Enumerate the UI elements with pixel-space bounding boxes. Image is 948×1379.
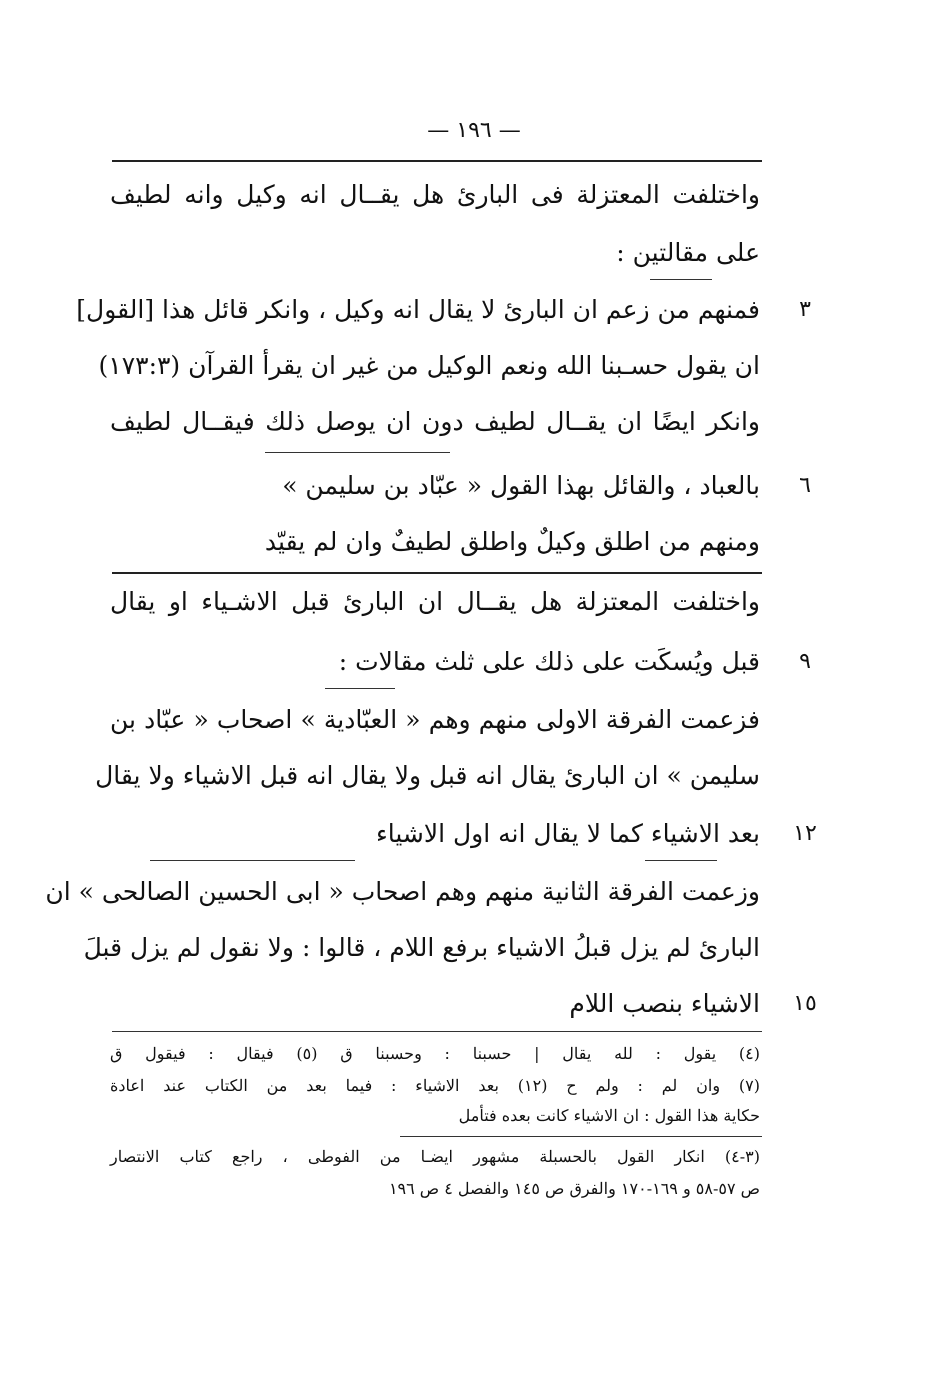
footnote-line: حكاية هذا القول : ان الاشياء كانت بعده فتأمل (458, 1106, 760, 1125)
text-line: ومنهم من اطلق وكيلٌ واطلق لطيفٌ وان لم يقيّد (264, 527, 760, 556)
underline (650, 279, 712, 280)
text-line: واختلفت المعتزلة فى البارئ هل يقــال انه وكيل وانه لطيف (110, 180, 760, 209)
text-line: الاشياء بنصب اللام (569, 989, 760, 1018)
margin-line-number: ٦ (799, 473, 811, 498)
footnote-line: ص ٥٧-٥٨ و ١٦٩-١٧٠ والفرق ص ١٤٥ والفصل ٤ ص ١٩٦ (388, 1179, 760, 1198)
text-line: واختلفت المعتزلة هل يقــال ان البارئ قبل الاشـياء او يقال (110, 587, 760, 616)
text-line: سليمن » ان البارئ يقال انه قبل ولا يقال انه قبل الاشياء ولا يقال (95, 761, 760, 790)
text-line: بالعباد ، والقائل بهذا القول « عبّاد بن سليمن » (282, 471, 760, 500)
page-number: — ١٩٦ — (427, 118, 521, 143)
margin-line-number: ٣ (799, 297, 811, 322)
footnote-line: (٧) وان لم : ولم ح (١٢) بعد الاشياء : فيما بعد من الكتاب عند اعادة (110, 1076, 760, 1095)
text-line: على مقالتين : (616, 238, 760, 267)
footnote-line: (٣-٤) انكار القول بالحسبلة مشهور ايضـا من الفوطى ، راجع كتاب الانتصار (110, 1147, 760, 1166)
underline (150, 860, 355, 861)
text-line: بعد الاشياء كما لا يقال انه اول الاشياء (375, 819, 760, 848)
footnote-separator (400, 1136, 762, 1137)
text-line: البارئ لم يزل قبلُ الاشياء برفع اللام ، قالوا : ولا نقول لم يزل قبلَ (83, 933, 760, 962)
underline (265, 452, 450, 453)
underline (645, 860, 717, 861)
margin-line-number: ١٢ (793, 821, 817, 846)
text-line: وانكر ايضًا ان يقــال لطيف دون ان يوصل ذلك فيقــال لطيف (110, 407, 760, 436)
margin-line-number: ٩ (799, 649, 811, 674)
text-line: ان يقول حسـبنا الله ونعم الوكيل من غير ان يقرأ القرآن (١٧٣:٣) (98, 351, 760, 380)
text-line: قبل ويُسكَت على ذلك على ثلث مقالات : (338, 647, 760, 676)
margin-line-number: ١٥ (793, 991, 817, 1016)
top-rule (112, 160, 762, 162)
footnote-line: (٤) يقول : لله يقال | حسبنا : وحسبنا ق (٥) فيقال : فيقول ق (110, 1044, 761, 1063)
text-line: فمنهم من زعم ان البارئ لا يقال انه وكيل ، وانكر قائل هذا [القول] (76, 295, 760, 324)
text-line: وزعمت الفرقة الثانية منهم وهم اصحاب « ابى الحسين الصالحى » ان (45, 877, 760, 906)
footnote-rule (112, 1031, 762, 1032)
underline (325, 688, 395, 689)
section-rule (112, 572, 762, 574)
text-line: فزعمت الفرقة الاولى منهم وهم « العبّادية » اصحاب « عبّاد بن (110, 705, 760, 734)
